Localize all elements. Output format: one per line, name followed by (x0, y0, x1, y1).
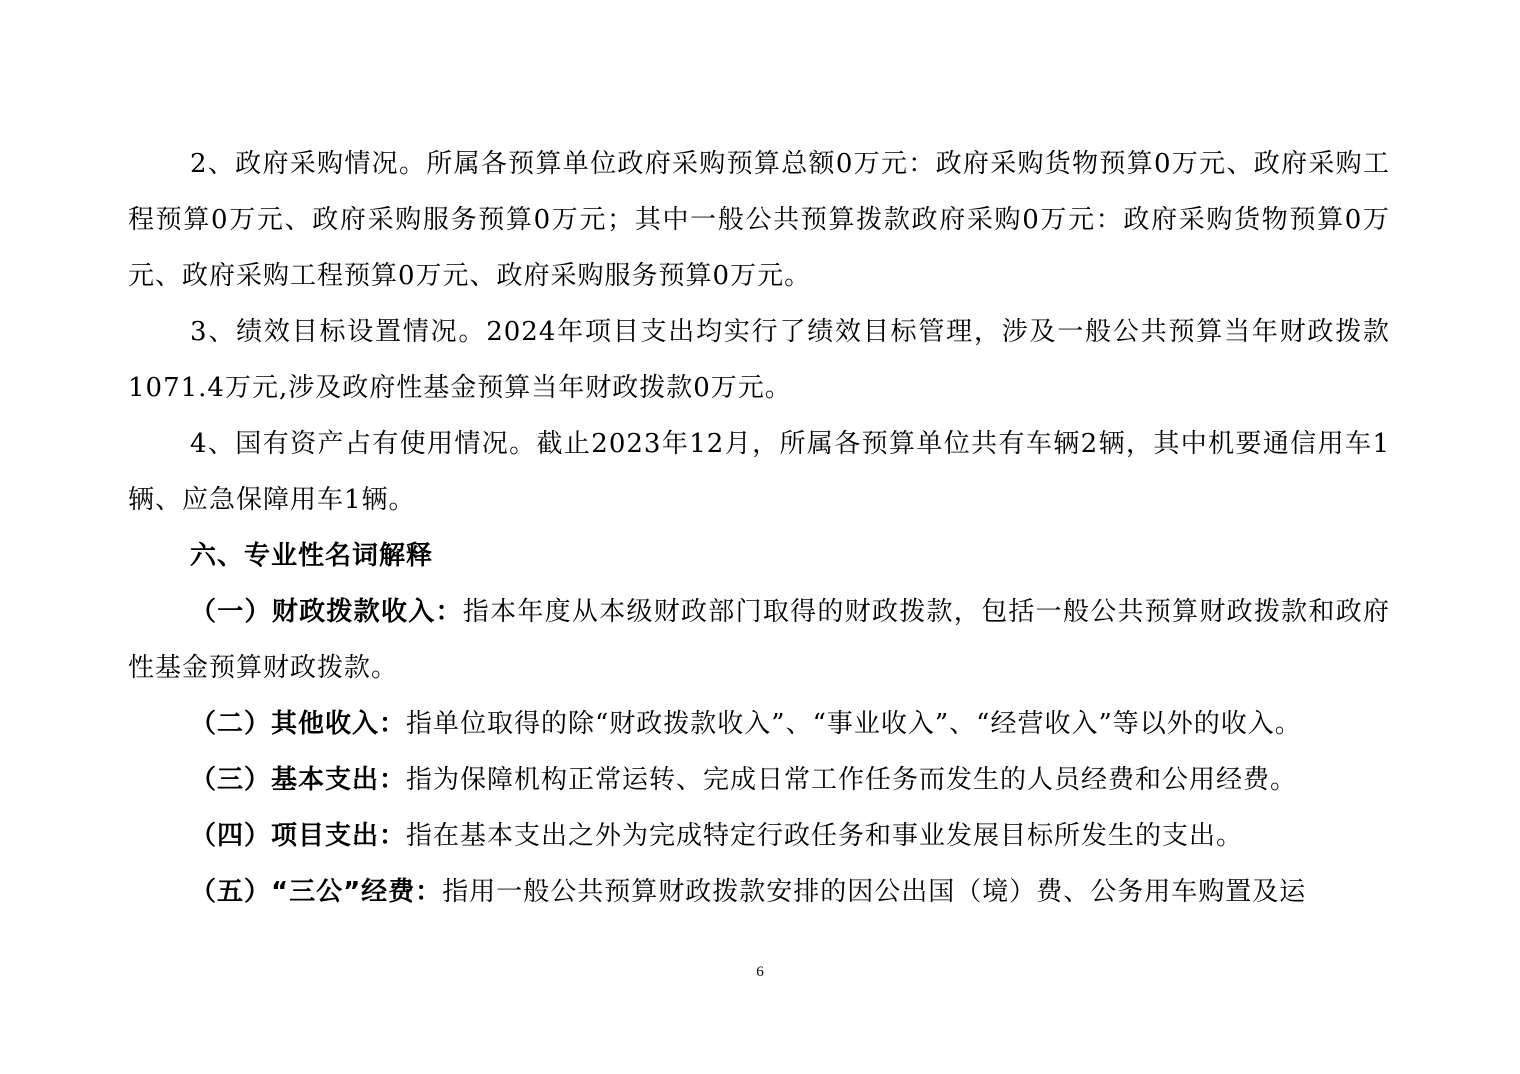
page-number: 6 (756, 964, 764, 980)
definition-text: 指为保障机构正常运转、完成日常工作任务而发生的人员经费和公用经费。 (406, 765, 1298, 795)
definition-text: 指单位取得的除“财政拨款收入”、“事业收入”、“经营收入”等以外的收入。 (406, 709, 1302, 739)
paragraph-state-assets: 4、国有资产占有使用情况。截止2023年12月，所属各预算单位共有车辆2辆，其中机要通信用车1辆、应急保障用车1辆。 (128, 429, 1390, 515)
definition-term: （五）“三公”经费： (190, 877, 443, 907)
document-body (128, 136, 1390, 920)
definition-basic-expenditure (128, 752, 1390, 808)
definition-text: 指在基本支出之外为完成特定行政任务和事业发展目标所发生的支出。 (406, 821, 1244, 851)
definition-text: 指本年度从本级财政部门取得的财政拨款，包括一般公共预算财政拨款和政府性基金预算财政拨款。 (128, 597, 1390, 683)
definition-term: （四）项目支出： (190, 821, 407, 851)
definition-project-expenditure (128, 808, 1390, 864)
definition-term: （一）财政拨款收入： (190, 597, 463, 627)
paragraph-government-procurement: 2、政府采购情况。所属各预算单位政府采购预算总额0万元：政府采购货物预算0万元、政府采购工程预算0万元、政府采购服务预算0万元；其中一般公共预算拨款政府采购0万元：政府采购货物预算0万元、政府采购工程预算0万元、政府采购服务预算0万元。 (128, 149, 1390, 291)
definition-three-public-expenses (128, 864, 1390, 920)
definition-text: 指用一般公共预算财政拨款安排的因公出国（境）费、公务用车购置及运 (442, 877, 1307, 907)
paragraph-performance-targets: 3、绩效目标设置情况。2024年项目支出均实行了绩效目标管理，涉及一般公共预算当年财政拨款1071.4万元,涉及政府性基金预算当年财政拨款0万元。 (128, 317, 1390, 403)
definition-other-income (128, 696, 1390, 752)
definition-term: （二）其他收入： (190, 709, 407, 739)
section-heading-terminology: 六、专业性名词解释 (190, 541, 434, 571)
definition-fiscal-appropriation-income (128, 584, 1390, 696)
definition-term: （三）基本支出： (190, 765, 407, 795)
